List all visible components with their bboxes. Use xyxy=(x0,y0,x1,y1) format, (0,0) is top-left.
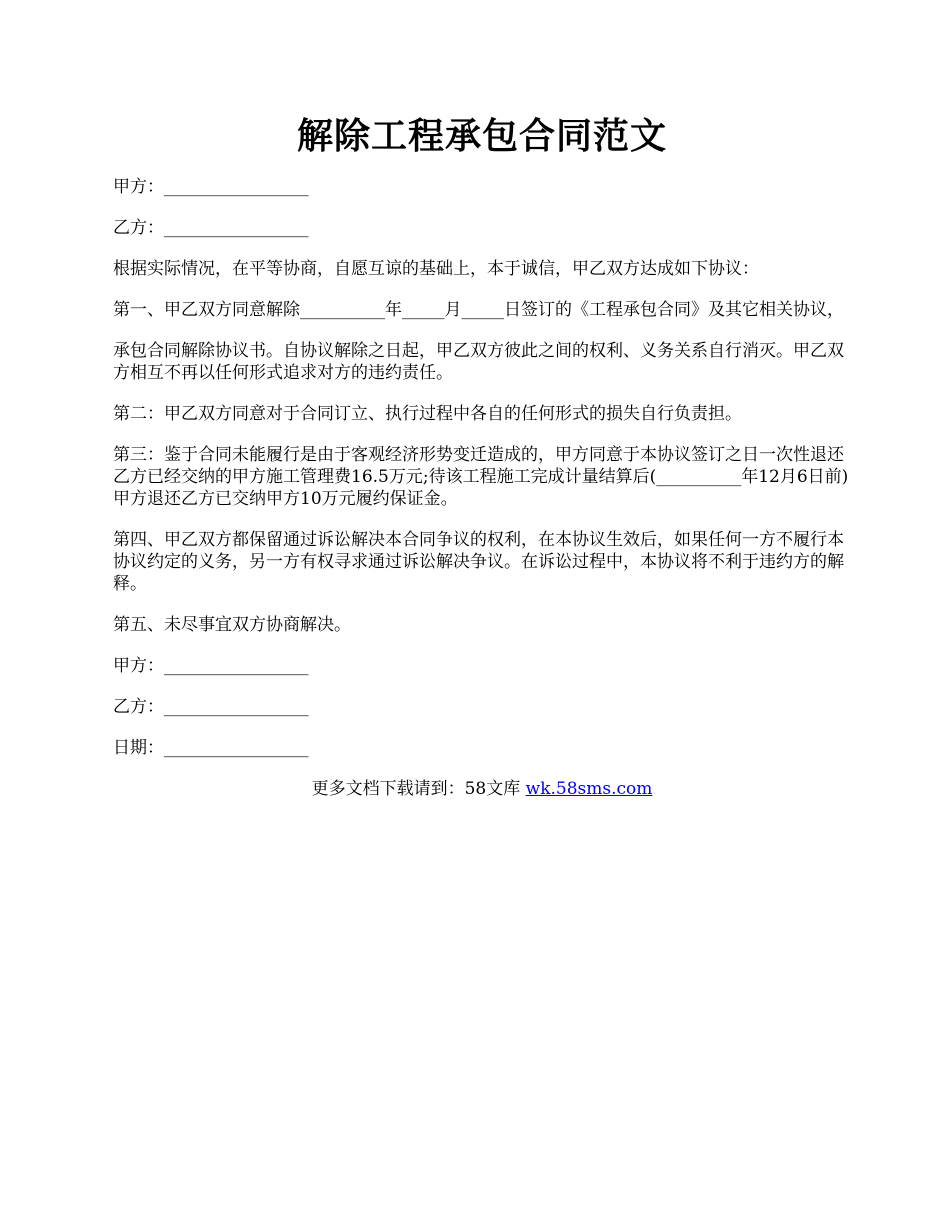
footer-prefix: 更多文档下载请到：58文库 xyxy=(311,779,526,799)
clause-3-paragraph: 第三：鉴于合同未能履行是由于客观经济形势变迁造成的，甲方同意于本协议签订之日一次性退还乙方已经交纳的甲方施工管理费16.5万元;待该工程施工完成计量结算后(__________年12月6日前)甲方退还乙方已交纳甲方10万元履约保证金。 xyxy=(113,445,849,509)
party-a-line: 甲方：_________________ xyxy=(113,177,309,197)
clause-4-paragraph: 第四、甲乙双方都保留通过诉讼解决本合同争议的权利，在本协议生效后，如果任何一方不履行本协议约定的义务，另一方有权寻求通过诉讼解决争议。在诉讼过程中，本协议将不利于违约方的解释。 xyxy=(113,530,844,594)
signature-date-line: 日期：_________________ xyxy=(113,738,309,758)
clause-2-paragraph: 第二：甲乙双方同意对于合同订立、执行过程中各自的任何形式的损失自行负责担。 xyxy=(113,404,742,424)
clause-5-paragraph: 第五、未尽事宜双方协商解决。 xyxy=(113,615,351,635)
party-b-line: 乙方：_________________ xyxy=(113,218,309,238)
document-page xyxy=(113,108,851,800)
preamble-paragraph: 根据实际情况，在平等协商，自愿互谅的基础上，本于诚信，甲乙双方达成如下协议： xyxy=(113,259,759,279)
footer-link[interactable]: wk.58sms.com xyxy=(525,779,653,799)
termination-paragraph: 承包合同解除协议书。自协议解除之日起，甲乙双方彼此之间的权利、义务关系自行消灭。甲乙双方相互不再以任何形式追求对方的违约责任。 xyxy=(113,341,844,383)
signature-party-a-line: 甲方：_________________ xyxy=(113,656,309,676)
clause-1-paragraph: 第一、甲乙双方同意解除__________年_____月_____日签订的《工程承包合同》及其它相关协议， xyxy=(113,300,844,320)
footer-download-note xyxy=(113,778,851,800)
signature-party-b-line: 乙方：_________________ xyxy=(113,697,309,717)
document-title: 解除工程承包合同范文 xyxy=(296,115,667,157)
